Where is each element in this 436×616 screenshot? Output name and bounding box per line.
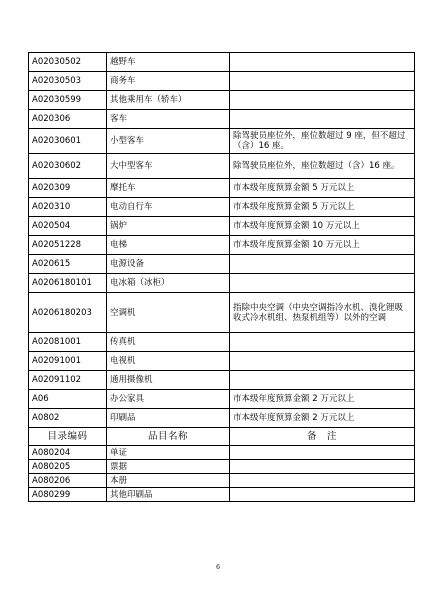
item-code: A080206 <box>29 474 107 488</box>
item-note <box>230 446 415 460</box>
item-note <box>230 474 415 488</box>
item-code: A0206180203 <box>29 293 107 333</box>
item-name: 单证 <box>107 446 230 460</box>
table-row <box>29 217 415 236</box>
item-name: 空调机 <box>107 293 230 333</box>
item-code: A0206180101 <box>29 274 107 293</box>
table-row <box>29 91 415 110</box>
column-header-note: 备 注 <box>230 428 415 446</box>
item-code: A02051228 <box>29 236 107 255</box>
item-note <box>230 110 415 129</box>
item-name: 通用摄像机 <box>107 371 230 390</box>
item-note <box>230 460 415 474</box>
table-header-row <box>29 428 415 446</box>
item-note: 除驾驶员座位外，座位数超过（含）16 座。 <box>230 154 415 179</box>
table-row <box>29 446 415 460</box>
item-name: 票据 <box>107 460 230 474</box>
item-note <box>230 352 415 371</box>
item-code: A020306 <box>29 110 107 129</box>
item-name: 商务车 <box>107 72 230 91</box>
item-code: A020310 <box>29 198 107 217</box>
item-name: 客车 <box>107 110 230 129</box>
table-row <box>29 333 415 352</box>
item-code: A020309 <box>29 179 107 198</box>
table-row <box>29 236 415 255</box>
item-name: 印刷品 <box>107 409 230 428</box>
item-name: 小型客车 <box>107 129 230 154</box>
table-row <box>29 274 415 293</box>
table-row <box>29 409 415 428</box>
item-note <box>230 255 415 274</box>
item-note <box>230 371 415 390</box>
item-name: 电视机 <box>107 352 230 371</box>
item-name: 电动自行车 <box>107 198 230 217</box>
item-name: 本册 <box>107 474 230 488</box>
item-code: A02030599 <box>29 91 107 110</box>
table-row <box>29 179 415 198</box>
table-row <box>29 390 415 409</box>
item-code: A080205 <box>29 460 107 474</box>
item-note <box>230 488 415 502</box>
table-row <box>29 352 415 371</box>
table-row <box>29 129 415 154</box>
table-row <box>29 488 415 502</box>
item-note <box>230 72 415 91</box>
table-row <box>29 110 415 129</box>
item-code: A02091102 <box>29 371 107 390</box>
item-code: A080299 <box>29 488 107 502</box>
table-row <box>29 371 415 390</box>
item-code: A02091001 <box>29 352 107 371</box>
item-code: A06 <box>29 390 107 409</box>
item-note: 市本级年度预算金额 5 万元以上 <box>230 179 415 198</box>
table-row <box>29 255 415 274</box>
item-code: A02030601 <box>29 129 107 154</box>
table-row <box>29 72 415 91</box>
procurement-catalog-table <box>28 52 415 502</box>
item-name: 其他印刷品 <box>107 488 230 502</box>
item-code: A020615 <box>29 255 107 274</box>
item-name: 办公家具 <box>107 390 230 409</box>
item-name: 传真机 <box>107 333 230 352</box>
item-name: 其他乘用车（轿车） <box>107 91 230 110</box>
page-number: 6 <box>216 564 220 571</box>
item-name: 大中型客车 <box>107 154 230 179</box>
table-row <box>29 293 415 333</box>
table-row <box>29 53 415 72</box>
item-note: 除驾驶员座位外，座位数超过 9 座，但不超过（含）16 座。 <box>230 129 415 154</box>
table-row <box>29 154 415 179</box>
item-name: 电源设备 <box>107 255 230 274</box>
item-name: 越野车 <box>107 53 230 72</box>
item-code: A02030502 <box>29 53 107 72</box>
item-code: A02030503 <box>29 72 107 91</box>
item-note <box>230 91 415 110</box>
item-note: 市本级年度预算金额 2 万元以上 <box>230 409 415 428</box>
item-code: A080204 <box>29 446 107 460</box>
item-note <box>230 274 415 293</box>
item-code: A020504 <box>29 217 107 236</box>
item-note: 市本级年度预算金额 5 万元以上 <box>230 198 415 217</box>
item-note: 市本级年度预算金额 10 万元以上 <box>230 236 415 255</box>
item-note <box>230 53 415 72</box>
item-name: 电梯 <box>107 236 230 255</box>
item-code: A0802 <box>29 409 107 428</box>
item-note: 指除中央空调（中央空调指冷水机、溴化锂吸收式冷水机组、热泵机组等）以外的空调 <box>230 293 415 333</box>
column-header-name: 品目名称 <box>107 428 230 446</box>
table-row <box>29 474 415 488</box>
item-code: A02030602 <box>29 154 107 179</box>
item-code: A02081001 <box>29 333 107 352</box>
item-note <box>230 333 415 352</box>
table-row <box>29 460 415 474</box>
item-name: 电冰箱（冰柜） <box>107 274 230 293</box>
item-name: 摩托车 <box>107 179 230 198</box>
table-row <box>29 198 415 217</box>
item-note: 市本级年度预算金额 10 万元以上 <box>230 217 415 236</box>
item-name: 锅炉 <box>107 217 230 236</box>
column-header-code: 目录编码 <box>29 428 107 446</box>
item-note: 市本级年度预算金额 2 万元以上 <box>230 390 415 409</box>
